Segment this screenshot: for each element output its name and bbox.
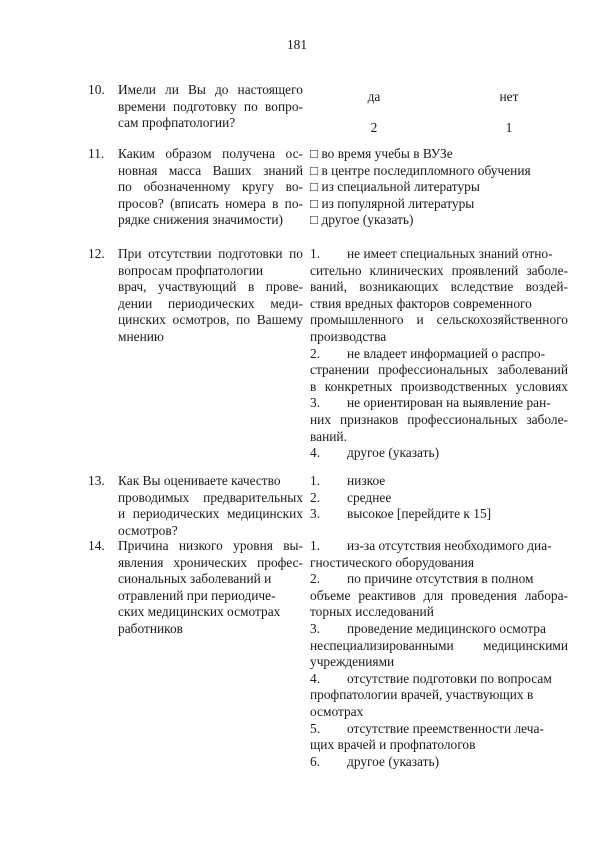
answer-option [310, 506, 568, 523]
answer-number: 3. [310, 620, 321, 636]
answer-option [310, 490, 568, 507]
page-number: 181 [286, 37, 308, 52]
q12-text [118, 246, 303, 346]
q10-number: 10. [88, 82, 105, 97]
q14-line: сиональных заболеваний и [118, 571, 272, 587]
q10-yes-label: да [367, 89, 381, 104]
answer-line: учреждениями [310, 654, 395, 670]
q11-option-label: в центре последипломного обучения [321, 162, 531, 178]
q13-answers [310, 473, 568, 523]
q11-option[interactable] [310, 163, 568, 180]
answer-number: 2. [310, 489, 321, 505]
answer-number: 1. [310, 538, 321, 553]
answer-text: по причине отсутствия в полном [347, 571, 534, 587]
answer-option [310, 538, 568, 555]
q14-number: 14. [88, 538, 105, 553]
answer-text: из-за отсутствия необходимого диа- [347, 538, 552, 553]
answer-text: среднее [347, 489, 392, 505]
answer-number: 3. [310, 395, 321, 411]
checkbox-icon[interactable]: □ [310, 212, 319, 228]
answer-option [310, 721, 568, 738]
q11-line: новная масса Ваших знаний [118, 162, 303, 178]
answer-option [310, 246, 568, 263]
q11-number: 11. [88, 146, 105, 161]
q14-line: явления хронических профес- [118, 554, 303, 570]
q11-option-label: из специальной литературы [321, 179, 480, 195]
q11-option-label: во время учебы в ВУЗе [321, 146, 453, 161]
checkbox-icon[interactable]: □ [310, 179, 319, 195]
answer-option [310, 445, 568, 462]
answer-option [310, 621, 568, 638]
answer-text: низкое [347, 473, 386, 488]
answer-line: торных исследований [310, 604, 434, 620]
answer-number: 1. [310, 246, 321, 261]
q11-option[interactable] [310, 179, 568, 196]
q11-line: рядке снижения значимости) [118, 212, 283, 228]
answer-number: 6. [310, 753, 321, 769]
q10-no-label: нет [499, 89, 519, 104]
q13-line: Как Вы оцениваете качество [118, 473, 281, 488]
answer-line: них признаков профессиональных заболе- [310, 411, 568, 427]
answer-line: сительно клинических проявлений заболе- [310, 262, 568, 278]
answer-text: отсутствие преемственности леча- [347, 720, 544, 736]
answer-text: не имеет специальных знаний отно- [347, 246, 553, 261]
checkbox-icon[interactable]: □ [310, 162, 319, 178]
answer-number: 4. [310, 670, 321, 686]
q14-line: Причина низкого уровня вы- [118, 538, 303, 553]
q10-line: сам профпатологии? [118, 115, 236, 131]
q14-line: работников [118, 620, 183, 636]
q11-line: по обозначенному кругу во- [118, 179, 303, 195]
answer-line: щих врачей и профпатологов [310, 737, 476, 753]
q13-line: проводимых предварительных [118, 489, 303, 505]
answer-line: осмотрах [310, 703, 364, 719]
answer-number: 4. [310, 445, 321, 461]
answer-line: ствия вредных факторов современного [310, 295, 532, 311]
q11-option-label: другое (указать) [321, 212, 414, 228]
q12-answers [310, 246, 568, 462]
checkbox-icon[interactable]: □ [310, 195, 319, 211]
q12-line: мнению [118, 328, 164, 344]
q14-answers [310, 538, 568, 770]
answer-line: неспециализированными медицинскими [310, 637, 568, 653]
q12-line: цинских осмотров, по Вашему [118, 312, 303, 328]
q10-no-code: 1 [505, 120, 513, 135]
q12-line: врач, участвующий в прове- [118, 279, 303, 295]
q11-line: просов? (вписать номера в по- [118, 195, 303, 211]
answer-option [310, 346, 568, 363]
q11-line: Каким образом получена ос- [118, 146, 303, 161]
answer-number: 3. [310, 506, 321, 522]
answer-text: высокое [перейдите к 15] [347, 506, 492, 522]
q11-option[interactable] [310, 146, 568, 163]
q11-option[interactable] [310, 212, 568, 229]
answer-text: не ориентирован на выявление ран- [347, 395, 551, 411]
q13-number: 13. [88, 473, 105, 488]
q10-yes-code: 2 [370, 120, 378, 135]
answer-line: ваний. [310, 428, 347, 444]
q13-line: и периодических медицинских [118, 506, 303, 522]
q11-option[interactable] [310, 196, 568, 213]
answer-line: промышленного и сельскохозяйственного [310, 312, 568, 328]
q13-text [118, 473, 303, 539]
answer-text: другое (указать) [347, 445, 440, 461]
q10-text [118, 82, 303, 132]
q11-options [310, 146, 568, 229]
q11-option-label: из популярной литературы [321, 195, 475, 211]
answer-line: гностического оборудования [310, 554, 474, 570]
q12-number: 12. [88, 246, 105, 261]
answer-number: 2. [310, 345, 321, 361]
q12-line: При отсутствии подготовки по [118, 246, 303, 261]
answer-line: объеме реактивов для проведения лабора- [310, 587, 568, 603]
q14-line: отравлений при периодиче- [118, 587, 276, 603]
q14-text [118, 538, 303, 638]
answer-line: странении профессиональных заболеваний [310, 362, 568, 378]
q11-text [118, 146, 303, 229]
answer-text: проведение медицинского осмотра [347, 620, 546, 636]
q10-line: Имели ли Вы до настоящего [118, 82, 303, 97]
answer-option [310, 395, 568, 412]
answer-text: не владеет информацией о распро- [347, 345, 546, 361]
answer-line: профпатологии врачей, участвующих в [310, 687, 534, 703]
q13-line: осмотров? [118, 522, 178, 538]
answer-text: другое (указать) [347, 753, 440, 769]
q14-line: ских медицинских осмотрах [118, 604, 281, 620]
answer-text: отсутствие подготовки по вопросам [347, 670, 552, 686]
q12-line: вопросам профпатологии [118, 262, 264, 278]
q10-line: времени подготовку по вопро- [118, 98, 303, 114]
answer-line: в конкретных производственных условиях [310, 378, 568, 394]
answer-option [310, 571, 568, 588]
answer-number: 1. [310, 473, 321, 488]
q12-line: дении периодических меди- [118, 295, 303, 311]
checkbox-icon[interactable]: □ [310, 146, 319, 161]
answer-option [310, 754, 568, 771]
answer-number: 2. [310, 571, 321, 587]
answer-number: 5. [310, 720, 321, 736]
answer-line: ваний, возникающих вследствие воздей- [310, 279, 568, 295]
answer-option [310, 671, 568, 688]
answer-option [310, 473, 568, 490]
answer-line: производства [310, 328, 387, 344]
